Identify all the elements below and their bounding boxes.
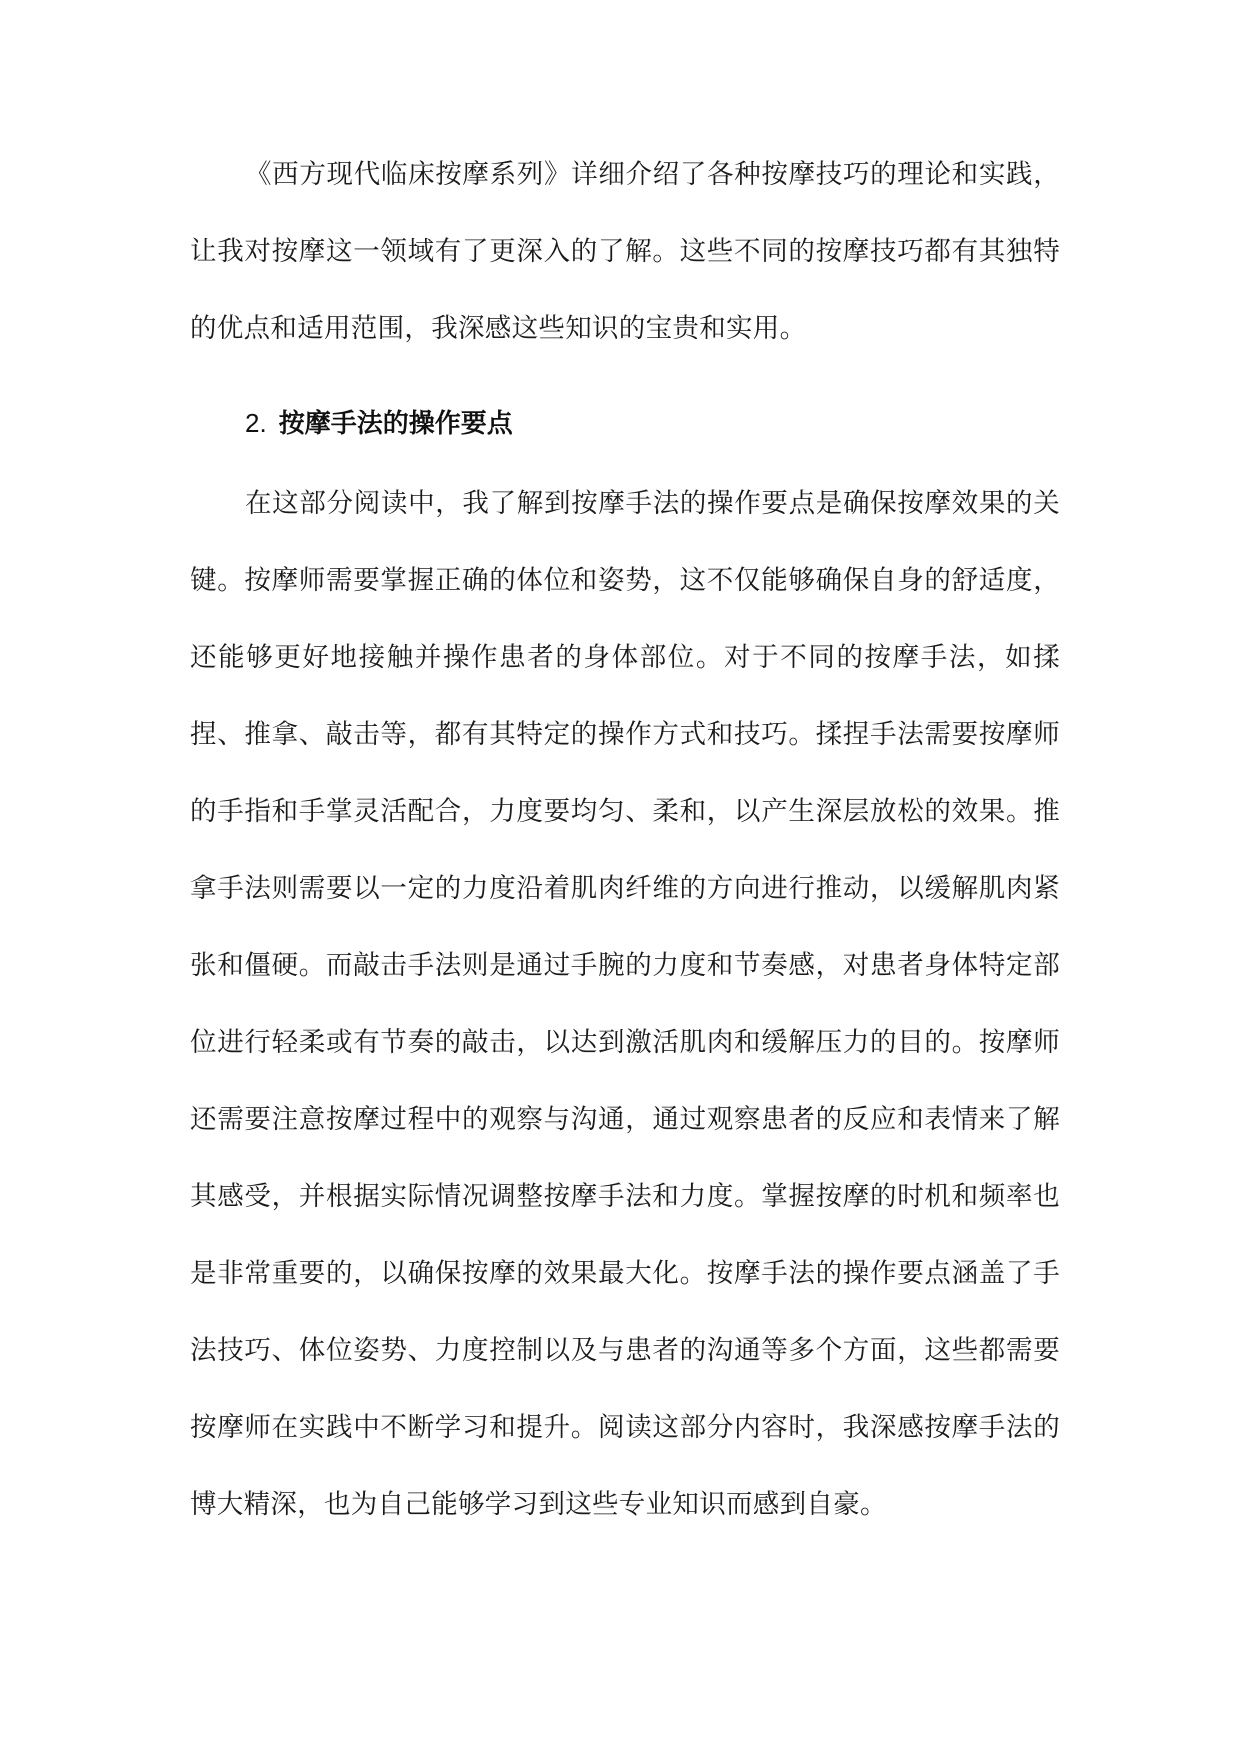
section-title: 按摩手法的操作要点 bbox=[278, 409, 513, 439]
body-paragraph-2: 在这部分阅读中，我了解到按摩手法的操作要点是确保按摩效果的关键。按摩师需要掌握正确的体位和姿势，这不仅能够确保自身的舒适度，还能够更好地接触并操作患者的身体部位。对于不同的按摩手法，如揉捏、推拿、敲击等，都有其特定的操作方式和技巧。揉捏手法需要按摩师的手指和手掌灵活配合，力度要均匀、柔和，以产生深层放松的效果。推拿手法则需要以一定的力度沿着肌肉纤维的方向进行推动，以缓解肌肉紧张和僵硬。而敲击手法则是通过手腕的力度和节奏感，对患者身体特定部位进行轻柔或有节奏的敲击，以达到激活肌肉和缓解压力的目的。按摩师还需要注意按摩过程中的观察与沟通，通过观察患者的反应和表情来了解其感受，并根据实际情况调整按摩手法和力度。掌握按摩的时机和频率也是非常重要的，以确保按摩的效果最大化。按摩手法的操作要点涵盖了手法技巧、体位姿势、力度控制以及与患者的沟通等多个方面，这些都需要按摩师在实践中不断学习和提升。阅读这部分内容时，我深感按摩手法的博大精深，也为自己能够学习到这些专业知识而感到自豪。 bbox=[190, 488, 1060, 1520]
section-number: 2. bbox=[245, 408, 267, 438]
section-heading bbox=[245, 405, 513, 442]
body-paragraph-1: 《西方现代临床按摩系列》详细介绍了各种按摩技巧的理论和实践，让我对按摩这一领域有了更深入的了解。这些不同的按摩技巧都有其独特的优点和适用范围，我深感这些知识的宝贵和实用。 bbox=[190, 159, 1060, 344]
